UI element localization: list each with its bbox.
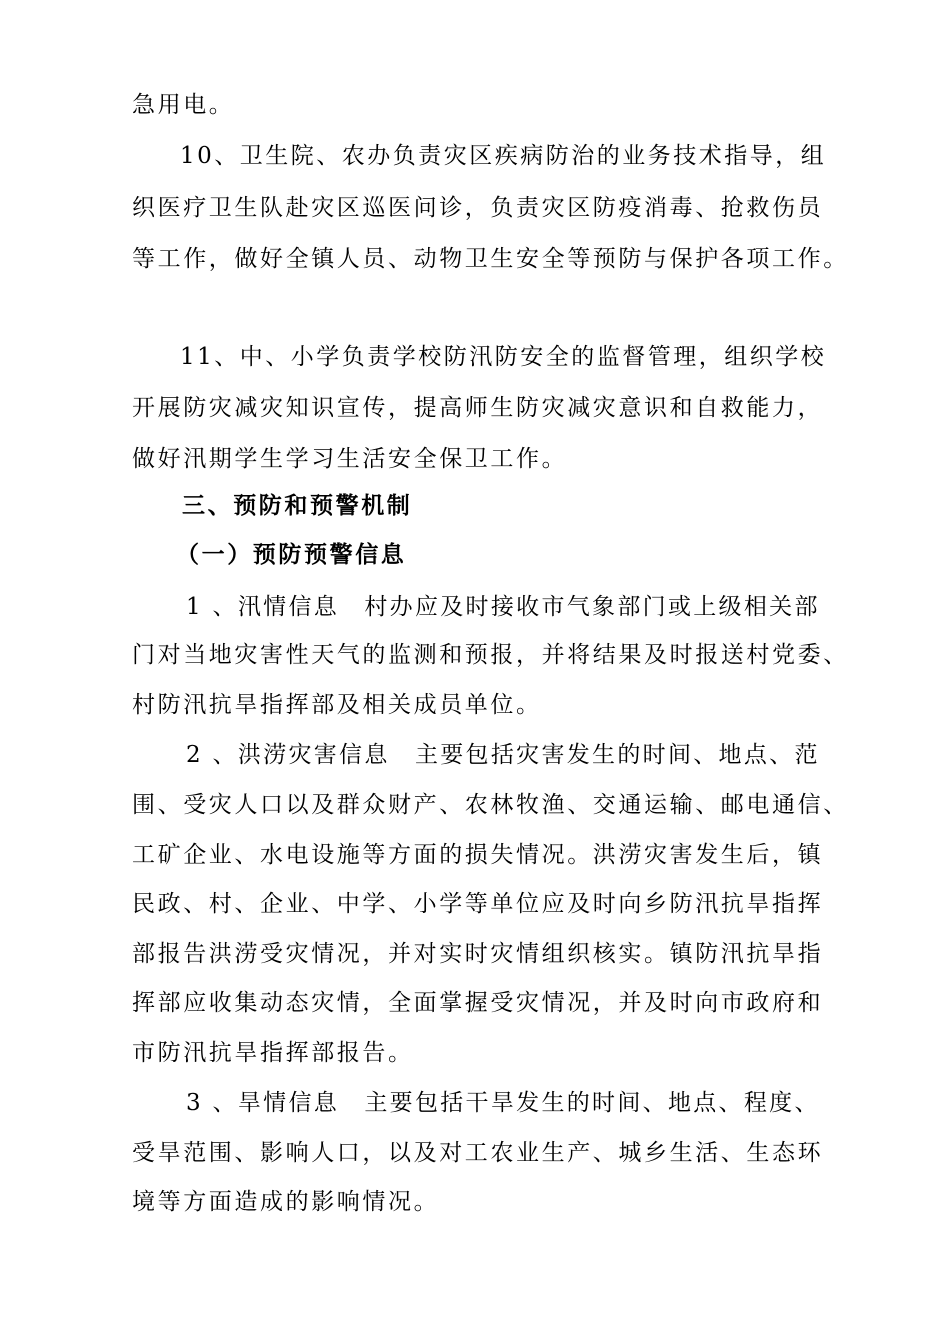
text-line: 村防汛抗旱指挥部及相关成员单位。 [132, 692, 542, 718]
text-line: 境等方面造成的影响情况。 [132, 1189, 440, 1215]
subsection-heading: （一）预防预警信息 [176, 541, 407, 568]
section-heading: 三、预防和预警机制 [182, 492, 413, 519]
text-line: 工矿企业、水电设施等方面的损失情况。洪涝灾害发生后，镇 [132, 842, 824, 868]
text-line: 部报告洪涝受灾情况，并对实时灾情组织核实。镇防汛抗旱指 [132, 941, 824, 967]
text-line: 10、卫生院、农办负责灾区疾病防治的业务技术指导，组 [180, 143, 827, 169]
text-line: 3 、旱情信息 主要包括干旱发生的时间、地点、程度、 [186, 1090, 820, 1116]
text-line: 急用电。 [132, 92, 235, 118]
text-line: 开展防灾减灾知识宣传，提高师生防灾减灾意识和自救能力， [132, 395, 824, 421]
text-line: 围、受灾人口以及群众财产、农林牧渔、交通运输、邮电通信、 [132, 792, 849, 818]
text-line: 等工作，做好全镇人员、动物卫生安全等预防与保护各项工作。 [132, 246, 849, 272]
text-line: 门对当地灾害性天气的监测和预报，并将结果及时报送村党委、 [132, 642, 849, 668]
text-line: 受旱范围、影响人口，以及对工农业生产、城乡生活、生态环 [132, 1140, 824, 1166]
text-line: 2 、洪涝灾害信息 主要包括灾害发生的时间、地点、范 [186, 742, 820, 768]
text-line: 1 、汛情信息 村办应及时接收市气象部门或上级相关部 [186, 594, 820, 620]
text-line: 挥部应收集动态灾情，全面掌握受灾情况，并及时向市政府和 [132, 990, 824, 1016]
text-line: 11、中、小学负责学校防汛防安全的监督管理，组织学校 [180, 344, 827, 370]
text-line: 织医疗卫生队赴灾区巡医问诊，负责灾区防疫消毒、抢救伤员 [132, 195, 824, 221]
text-line: 民政、村、企业、中学、小学等单位应及时向乡防汛抗旱指挥 [132, 891, 824, 917]
text-line: 做好汛期学生学习生活安全保卫工作。 [132, 446, 568, 472]
text-line: 市防汛抗旱指挥部报告。 [132, 1040, 414, 1066]
